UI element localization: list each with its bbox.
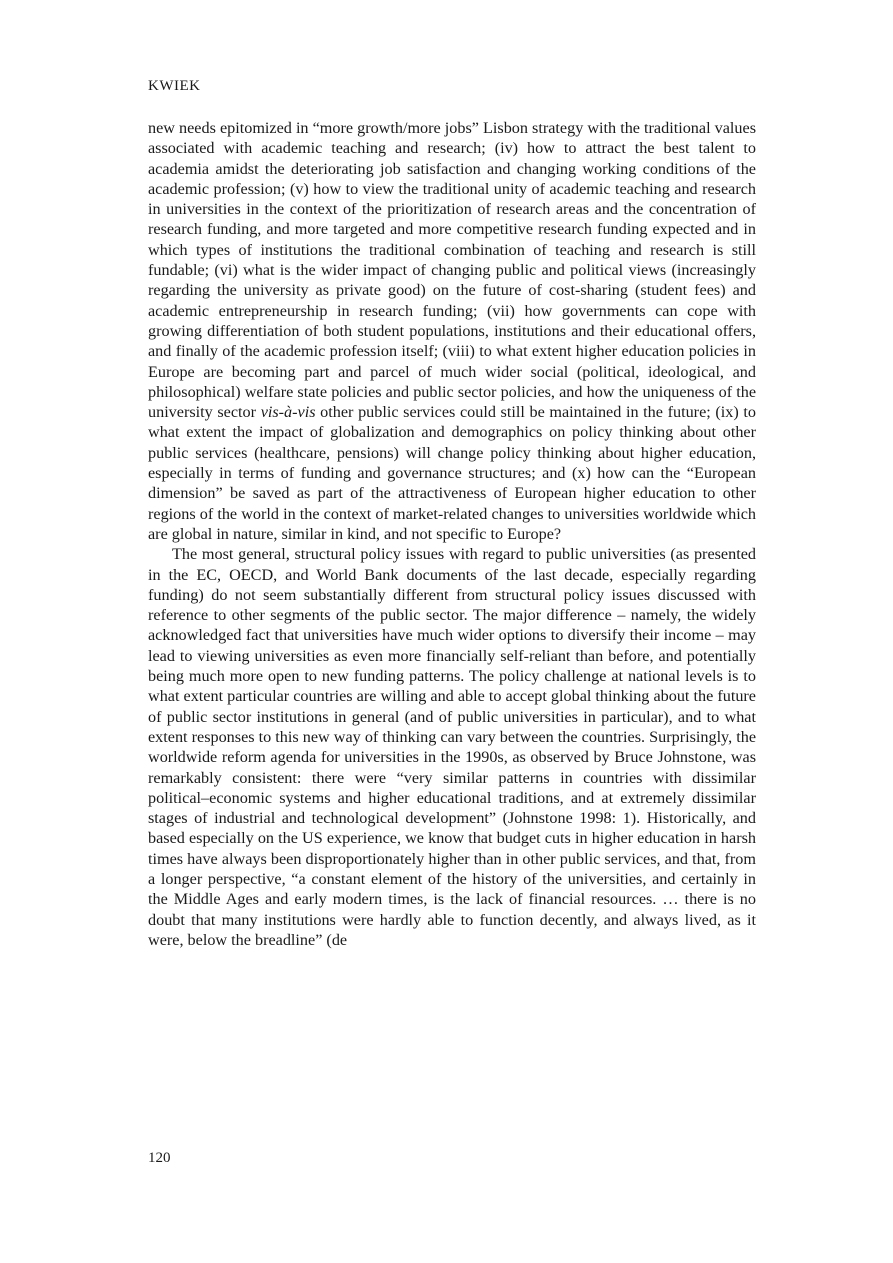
- paragraph-2: The most general, structural policy issues with regard to public universities (as presented in the EC, OECD, and World Bank documents of the last decade, especially regarding funding) do not seem substantially different from structural policy issues discussed with reference to other segments of the public sector. The major difference – namely, the widely acknowledged fact that universities have much wider options to diversify their income – may lead to viewing universities as even more financially self-reliant than before, and potentially being much more open to new funding patterns. The policy challenge at national levels is to what extent particular countries are willing and able to accept global thinking about the future of public sector institutions in general (and of public universities in particular), and to what extent responses to this new way of thinking can vary between the countries. Surprisingly, the worldwide reform agenda for universities in the 1990s, as observed by Bruce Johnstone, was remarkably consistent: there were “very similar patterns in countries with dissimilar political–economic systems and higher educational traditions, and at extremely dissimilar stages of industrial and technological development” (Johnstone 1998: 1). Historically, and based especially on the US experience, we know that budget cuts in higher education in harsh times have always been disproportionately higher than in other public services, and that, from a longer perspective, “a constant element of the history of the universities, and certainly in the Middle Ages and early modern times, is the lack of financial resources. … there is no doubt that many institutions were hardly able to function decently, and always lived, as it were, below the breadline” (de: [148, 545, 756, 949]
- page-number: 120: [148, 1150, 171, 1166]
- paragraph-1: [148, 118, 756, 544]
- running-head: KWIEK: [148, 78, 201, 94]
- paragraph-1-text-a: new needs epitomized in “more growth/more jobs” Lisbon strategy with the traditional values associated with academic teaching and research; (iv) how to attract the best talent to academia amidst the deteriorating job satisfaction and changing working conditions of the academic profession; (v) how to view the traditional unity of academic teaching and research in universities in the context of the prioritization of research areas and the concentration of research funding, and more targeted and more competitive research funding expected and in which types of institutions the traditional combination of teaching and research is still fundable; (vi) what is the wider impact of changing public and political views (increasingly regarding the university as private good) on the future of cost-sharing (student fees) and academic entrepreneurship in research funding; (vii) how governments can cope with growing differentiation of both student populations, institutions and their educational offers, and finally of the academic profession itself; (viii) to what extent higher education policies in Europe are becoming part and parcel of much wider social (political, ideological, and philosophical) welfare state policies and public sector policies, and how the uniqueness of the university sector: [148, 119, 756, 422]
- paragraph-1-italic: vis-à-vis: [260, 403, 316, 422]
- body-text: [148, 118, 756, 950]
- paragraph-1-text-b: other public services could still be maintained in the future; (ix) to what extent the impact of globalization and demographics on policy thinking about other public services (healthcare, pensions) will change policy thinking about higher education, especially in terms of funding and governance structures; and (x) how can the “European dimension” be saved as part of the attractiveness of European higher education to other regions of the world in the context of market-related changes to universities worldwide which are global in nature, similar in kind, and not specific to Europe?: [148, 403, 756, 543]
